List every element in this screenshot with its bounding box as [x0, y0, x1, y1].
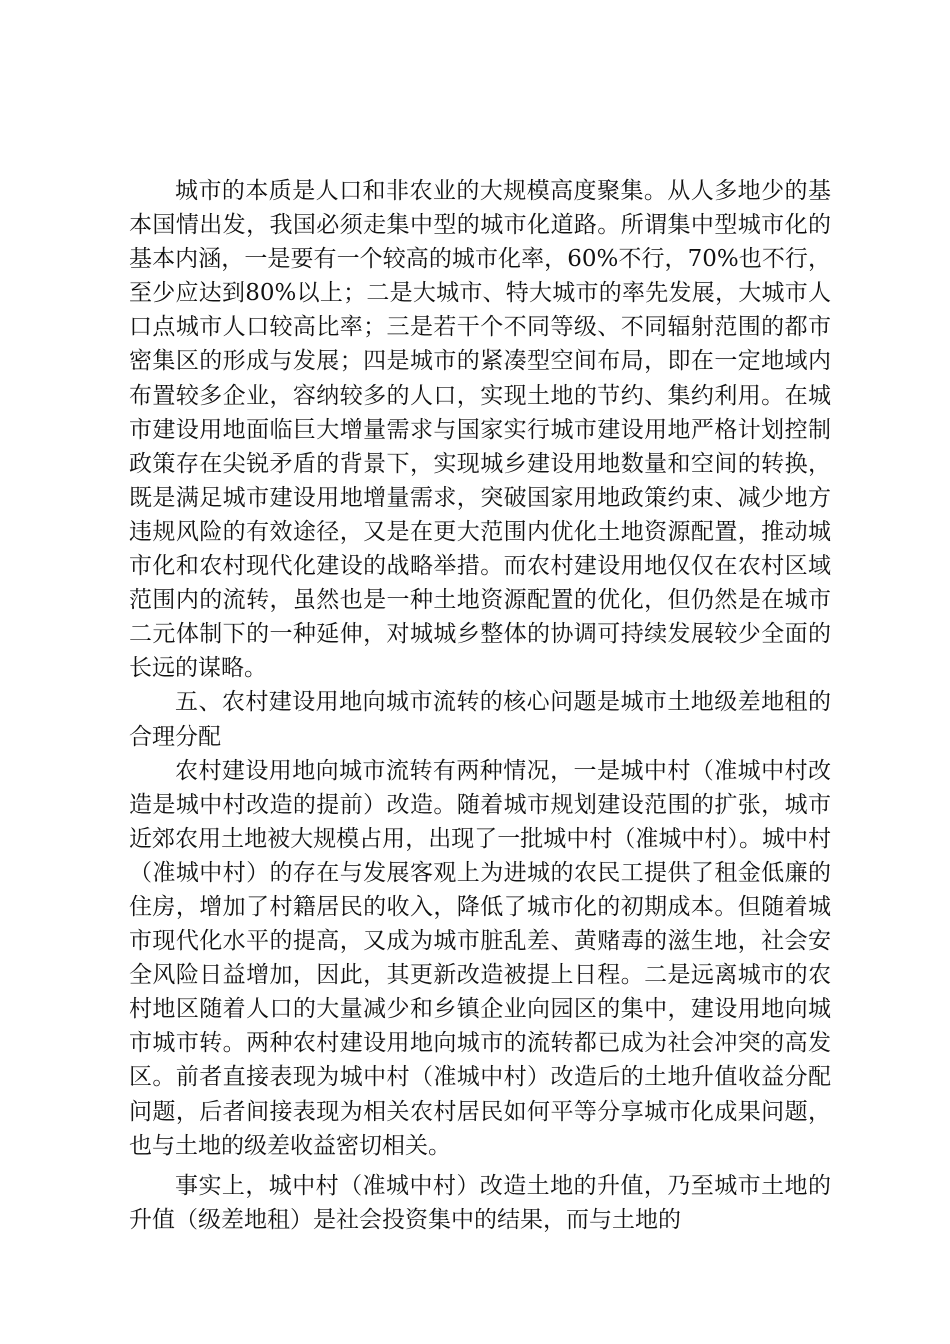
paragraph-land-transfer-cases: 农村建设用地向城市流转有两种情况，一是城中村（准城中村改造是城中村改造的提前）改造。随着城市规划建设范围的扩张，城市近郊农用土地被大规模占用，出现了一批城中村（准城中村）。城中村（准城中村）的存在与发展客观上为进城的农民工提供了租金低廉的住房，增加了村籍居民的收入，降低了城市化的初期成本。但随着城市现代化水平的提高，又成为城市脏乱差、黄赌毒的滋生地，社会安全风险日益增加，因此，其更新改造被提上日程。二是远离城市的农村地区随着人口的大量减少和乡镇企业向园区的集中，建设用地向城市城市转。两种农村建设用地向城市的流转都已成为社会冲突的高发区。前者直接表现为城中村（准城中村）改造后的土地升值收益分配问题，后者间接表现为相关农村居民如何平等分享城市化成果问题，也与土地的级差收益密切相关。 [129, 757, 831, 1159]
paragraph-land-value-fact: 事实上，城中村（准城中村）改造土地的升值，乃至城市土地的升值（级差地租）是社会投资集中的结果，而与土地的 [129, 1172, 831, 1233]
section-heading-five: 五、农村建设用地向城市流转的核心问题是城市土地级差地租的合理分配 [129, 689, 831, 750]
paragraph-urbanization-essence: 城市的本质是人口和非农业的大规模高度聚集。从人多地少的基本国情出发，我国必须走集中型的城市化道路。所谓集中型城市化的基本内涵，一是要有一个较高的城市化率，60%不行，70%也不行，至少应达到80%以上；二是大城市、特大城市的率先发展，大城市人口点城市人口较高比率；三是若干个不同等级、不同辐射范围的都市密集区的形成与发展；四是城市的紧凑型空间布局，即在一定地域内布置较多企业，容纳较多的人口，实现土地的节约、集约利用。在城市建设用地面临巨大增量需求与国家实行城市建设用地严格计划控制政策存在尖锐矛盾的背景下，实现城乡建设用地数量和空间的转换，既是满足城市建设用地增量需求，突破国家用地政策约束、减少地方违规风险的有效途径，又是在更大范围内优化土地资源配置，推动城市化和农村现代化建设的战略举措。而农村建设用地仅仅在农村区域范围内的流转，虽然也是一种土地资源配置的优化，但仍然是在城市二元体制下的一种延伸，对城城乡整体的协调可持续发展较少全面的长远的谋略。 [129, 178, 831, 682]
document-body [129, 174, 831, 1237]
